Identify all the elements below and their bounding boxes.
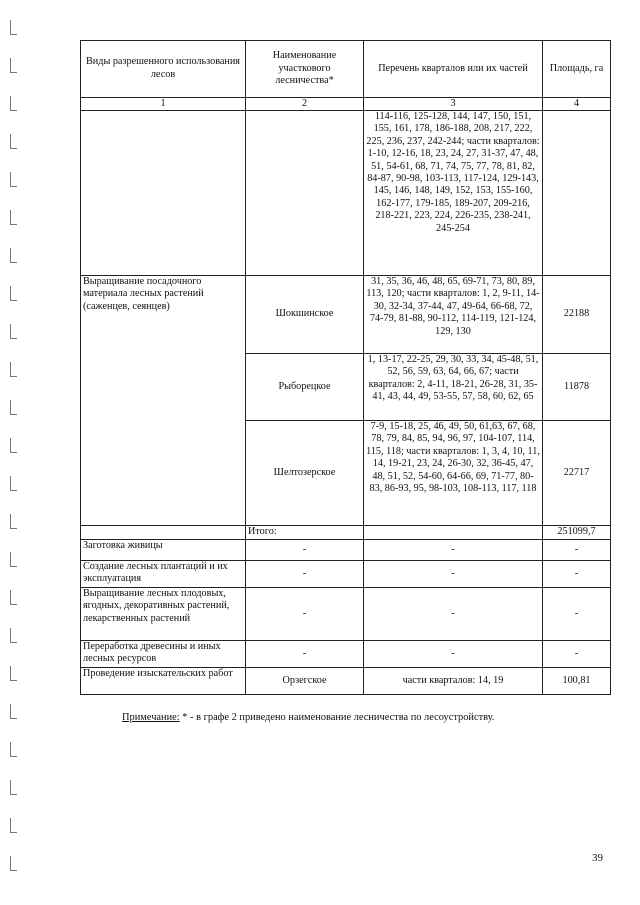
page-number: 39: [592, 852, 603, 864]
table-row: [81, 588, 611, 641]
table-cell: [81, 526, 246, 540]
area-cell: -: [543, 588, 611, 641]
area-cell: 22717: [543, 421, 611, 526]
footnote-text: * - в графе 2 приведено наименование лесничества по лесоустройству.: [179, 712, 495, 723]
column-number: 4: [543, 98, 611, 111]
forestry-cell: -: [246, 540, 364, 561]
quarters-cell: части кварталов: 14, 19: [364, 668, 543, 695]
forestry-cell: Шокшинское: [246, 276, 364, 354]
table-row: [81, 276, 611, 354]
table-row: [81, 561, 611, 588]
table-row: [81, 641, 611, 668]
area-cell: -: [543, 561, 611, 588]
area-cell: -: [543, 540, 611, 561]
quarters-cell: -: [364, 588, 543, 641]
use-type-cell: Создание лесных плантаций и их эксплуатация: [81, 561, 246, 588]
table-row: [81, 540, 611, 561]
area-cell: 11878: [543, 354, 611, 421]
forestry-cell: -: [246, 588, 364, 641]
column-number-row: [81, 98, 611, 111]
area-cell: -: [543, 641, 611, 668]
area-cell: 22188: [543, 276, 611, 354]
table-cell: [364, 526, 543, 540]
total-row: [81, 526, 611, 540]
quarters-cell: -: [364, 561, 543, 588]
quarters-cell: -: [364, 540, 543, 561]
table-cell: [246, 111, 364, 276]
column-number: 1: [81, 98, 246, 111]
table-row: [81, 668, 611, 695]
continuation-row: [81, 111, 611, 276]
column-number: 2: [246, 98, 364, 111]
column-number: 3: [364, 98, 543, 111]
header-area: Площадь, га: [543, 41, 611, 98]
use-type-cell: Выращивание лесных плодовых, ягодных, декоративных растений, лекарственных растений: [81, 588, 246, 641]
forestry-cell: -: [246, 561, 364, 588]
footnote: [122, 712, 494, 723]
forestry-cell: -: [246, 641, 364, 668]
use-type-cell: Выращивание посадочного материала лесных растений (саженцев, сеянцев): [81, 276, 246, 526]
forest-use-table: [80, 40, 611, 695]
forestry-cell: Рыборецкое: [246, 354, 364, 421]
area-cell: 100,81: [543, 668, 611, 695]
quarters-list: 31, 35, 36, 46, 48, 65, 69-71, 73, 80, 89, 113, 120; части кварталов: 1, 2, 9-11, 14-30, 32-34, 37-44, 47, 49-64, 66-68, 72, 74-79, 81-88, 90-112, 114-119, 121-124, 129, 130: [364, 276, 543, 354]
forestry-cell: Шелтозерское: [246, 421, 364, 526]
use-type-cell: Переработка древесины и иных лесных ресурсов: [81, 641, 246, 668]
forestry-cell: Орзегское: [246, 668, 364, 695]
total-area: 251099,7: [543, 526, 611, 540]
header-row: [81, 41, 611, 98]
quarters-list: 1, 13-17, 22-25, 29, 30, 33, 34, 45-48, 51, 52, 56, 59, 63, 64, 66, 67; части кварталов: 2, 4-11, 18-21, 26-28, 31, 35-41, 43, 44, 49, 53-55, 57, 58, 60, 62, 65: [364, 354, 543, 421]
table-cell: [543, 111, 611, 276]
footnote-label: Примечание:: [122, 712, 180, 723]
use-type-cell: Заготовка живицы: [81, 540, 246, 561]
quarters-list: 114-116, 125-128, 144, 147, 150, 151, 155, 161, 178, 186-188, 208, 217, 222, 225, 236, 237, 242-244; части кварталов: 1-10, 12-16, 18, 23, 24, 27, 31-37, 47, 48, 51, 54-61, 68, 71, 74, 75, 77, 78, 81, 82, 84-87, 90-98, 103-113, 117-124, 129-143, 145, 146, 148, 149, 152, 153, 155-160, 162-177, 179-185, 189-207, 209-216, 218-221, 223, 224, 226-235, 238-241, 245-254: [364, 111, 543, 276]
total-label: Итого:: [246, 526, 364, 540]
table-cell: [81, 111, 246, 276]
header-forestry: Наименование участкового лесничества*: [246, 41, 364, 98]
quarters-cell: -: [364, 641, 543, 668]
use-type-cell: Проведение изыскательских работ: [81, 668, 246, 695]
header-quarters: Перечень кварталов или их частей: [364, 41, 543, 98]
quarters-list: 7-9, 15-18, 25, 46, 49, 50, 61,63, 67, 68, 78, 79, 84, 85, 94, 96, 97, 104-107, 114, 115, 118; части кварталов: 1, 3, 4, 10, 11, 14, 19-21, 23, 24, 26-30, 32, 36-45, 47, 48, 51, 52, 54-60, 64-66, 69, 71-77, 80-83, 86-93, 95, 98-103, 108-113, 117, 118: [364, 421, 543, 526]
header-use-type: Виды разрешенного использования лесов: [81, 41, 246, 98]
